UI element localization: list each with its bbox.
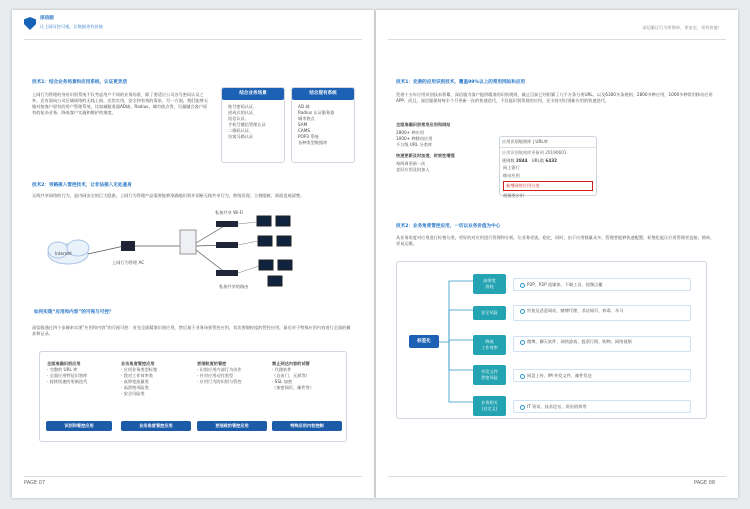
network-icon	[520, 283, 525, 288]
gateway-label: 上网行为管理 AC	[112, 260, 145, 265]
coverage-list: 全面准确识别常用应用和网站 2800+ 种应用 1000+ 种移动应用 千万级 URL 分类库 快速更新及时加速，时效性增强 每两周更新一次 老旧应用及时加入	[396, 122, 455, 172]
tag-leakage: 外发文件 泄密风险	[473, 365, 506, 385]
section-body: 无线共享网络的行为，是内网安全的巨大隐患，上网行为管理产品需要能够准确地识别并切断无线共享行为，秒级发现，立刻阻断，界面直观清楚。	[32, 193, 305, 198]
tag-desc: IT 资讯、技术论坛、资讯机构等	[513, 400, 691, 413]
tag-business: 业务相关 (自定义)	[473, 396, 506, 416]
list-item[interactable]: 网上银行	[503, 165, 520, 170]
left-page	[12, 10, 374, 498]
update-info: 应用识别规则库更新到 20190601	[502, 150, 567, 155]
file-icon	[520, 374, 525, 379]
tab-url[interactable]: URL库	[535, 139, 548, 144]
step-label: 业务角度管控应用	[121, 421, 191, 431]
step-2: 业务角度管控应用 · 应用业务类型标签 · 我对工作效率类 · 高带宽流量类 · 高泄密风险类 · 安全风险类	[121, 361, 158, 396]
url-count: 6432	[545, 158, 558, 163]
highlighted-item[interactable]: 新增网络应用分类	[503, 181, 593, 191]
section-body: 上网行为管理的身份识别系统不仅考虑用户不同的业务场景，除了要适应公司各号密码认证之外，还有面向公司区域网络的无线上网，宾馆实用，安全和有效的需求，另一方面，我们能够无缝对接客户原有的用户管理系统，比如域服务器AD域、Radius、城市热点等，尽量融合客户原有的复杂业务，降低客户实施和维护的难度。	[32, 92, 208, 115]
shared-router-icon	[216, 270, 238, 276]
tag-desc: 网盘上传、IM 外发文件、邮件发送	[513, 369, 691, 382]
list-item[interactable]: 移动应用	[503, 173, 520, 178]
section-body: 从业务角度对应用进行标签分类，更好的对应用进行管理和分析，让业务更流，稳定，同时，由于应用数量众多，管理者能够快速配置，标签化能让应用管理更直接，简单，更易运维。	[396, 235, 715, 246]
cable-line	[196, 250, 226, 273]
monitor-icon	[257, 216, 271, 226]
right-page	[376, 10, 738, 498]
section-title: 技术2：业务角度管控应用，一切以业务价值为中心	[396, 224, 501, 229]
private-wifi-label: 私接共享 Wi-Fi	[215, 210, 244, 215]
tag-desc: 微博、聊天软件、网络游戏、股票行情、购物、网络视频	[513, 336, 691, 352]
monitor-icon	[258, 236, 272, 246]
app-library-screenshot: 应用识别规则库 | URL库 应用识别规则库更新到 20190601 规则数 2844 URL数 6432 网上银行 移动应用 新增网络应用分类 视频类应用	[499, 136, 597, 196]
brand-logo-icon	[24, 17, 36, 30]
scene-box	[221, 87, 285, 163]
cable-line	[88, 246, 124, 254]
shared-router-label: 私接共享的路由	[219, 284, 249, 289]
system-item: AD 域	[298, 104, 310, 109]
monitor-icon	[278, 260, 292, 270]
tag-desc: 钓鱼及恶意网站、赌博代理、非法网页、病毒、木马	[513, 305, 691, 321]
divider	[24, 39, 362, 40]
gateway-device-icon	[121, 241, 135, 251]
system-box	[291, 87, 355, 163]
monitor-icon	[277, 236, 291, 246]
page-number: PAGE 07	[24, 480, 46, 486]
hub-label: 标签化	[409, 335, 439, 348]
page-header: 深信服让行为更简单，更安全，更有价值！	[642, 25, 722, 30]
server-icon	[180, 230, 196, 254]
tag-panel	[396, 261, 707, 419]
section-body: 深信服通过四个步骤来实现“应用和内容”的可视可控：首先全面精准识别应用，然后基于业务场景管控应用，其次要细粒度的管控应用，最后对于特殊应用内容进行全面的捕获和记录。	[32, 325, 351, 336]
step-1: 全面准确识别应用 · 完整的 URL 库 · 全面应用特征识别库 · 持续快速的更新迭代	[47, 361, 88, 384]
system-item: 各种类型数据库	[298, 140, 328, 145]
scene-item: 手机号微信管理认证	[228, 122, 266, 127]
internet-label: Internet	[55, 251, 72, 256]
brand-slogan: 让上网可控可视，让数据更有价值	[40, 24, 103, 29]
chat-icon	[520, 340, 525, 345]
switch-icon	[216, 242, 238, 248]
rule-count: 2844	[515, 158, 528, 163]
system-item: SAM	[298, 122, 308, 127]
cable-line	[196, 225, 226, 243]
network-diagram	[32, 208, 332, 302]
tag-productivity: 降低 工作效率	[473, 335, 506, 355]
section-title: 技术1：完善的应用识别技术，覆盖99%以上的常用网站和应用	[396, 80, 526, 85]
step-label: 识别和管控应用	[46, 421, 112, 431]
scene-box-title: 结合业务场景	[222, 88, 284, 100]
section-title: 技术1：结合业务场景和应用系统，认证更灵活	[32, 80, 128, 85]
section-body: 凭借十五年应用识别技术积累，深信服为客户提供精准的识别规则，截止目前已经积累了几千万条分类URL，以及6300多条规则，2800多种应用，1000多种常用移动应用APP，而且，深信服保持每半个月更新一次的快速迭代，不仅能识别常规的应用，还支持对识别新应用的快速迭代。	[396, 92, 713, 103]
monitor-icon	[268, 276, 282, 286]
brand-name: 深信服	[40, 16, 54, 21]
tag-security: 安全风险	[473, 306, 506, 320]
monitor-icon	[259, 260, 273, 270]
scene-item: 访客马路认证	[228, 134, 254, 139]
page-number: PAGE 08	[694, 480, 716, 486]
monitor-icon	[276, 216, 290, 226]
section-title: 技术2：旁路接入管控技术，让非法接入无处遁身	[32, 183, 132, 188]
footer-divider	[24, 476, 362, 477]
system-item: Radius 认证服务器	[298, 110, 335, 115]
step-3: 更细粒度的管控 · 识别应用内部行为动作 · 针对应用动作类型 · 应用行为的识别与管控	[197, 361, 242, 384]
tag-desc: P2P、P2P 流媒体、下载工具、视频点播	[513, 278, 691, 291]
footer-divider	[388, 476, 726, 477]
steps-panel	[39, 351, 347, 442]
tag-bandwidth: 高带宽 消耗	[473, 274, 506, 294]
step-label: 特殊应用内容控制	[272, 421, 342, 431]
system-box-title: 结合现有系统	[292, 88, 354, 100]
tab-rules[interactable]: 应用识别规则库	[502, 139, 532, 144]
scene-item: 逆戒式的认证、	[228, 110, 258, 115]
step-label: 更细致的管控应用	[197, 421, 267, 431]
list-item[interactable]: 视频类应用	[503, 193, 524, 198]
business-icon	[520, 405, 525, 410]
security-icon	[520, 309, 525, 314]
system-item: 城市热点	[298, 116, 315, 121]
scene-item: 二维码认证、	[228, 128, 254, 133]
step-4: 禁止到达内容的试管 · 代理软件 （自由门、无界等） · SSL 加密 （加密网页、邮件等）	[272, 361, 314, 390]
wifi-router-icon	[216, 221, 238, 227]
scene-item: 账号密码认证、	[228, 104, 258, 109]
system-item: POP3 系统	[298, 134, 319, 139]
section-title: 如何实现“应用和内容”的可视与可控？	[34, 310, 114, 315]
scene-item: 短信认证、	[228, 116, 249, 121]
divider	[388, 39, 726, 40]
system-item: CAMS	[298, 128, 311, 133]
